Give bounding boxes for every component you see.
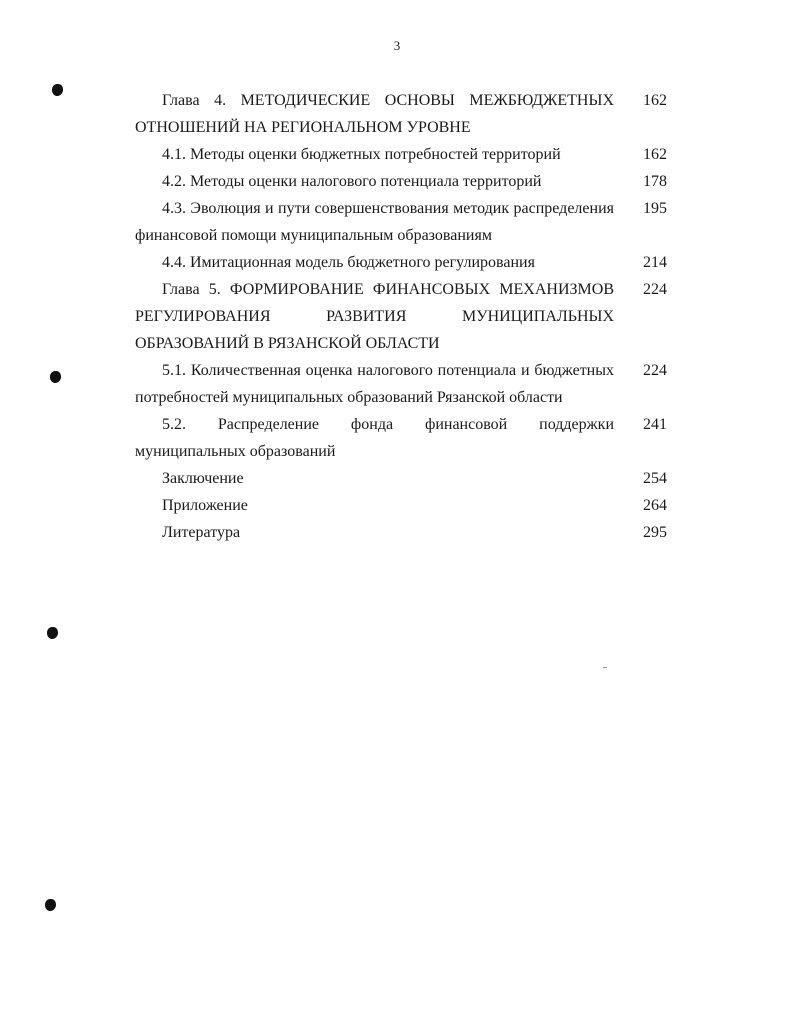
- toc-entry-text: Заключение: [162, 470, 244, 487]
- toc-entry-appendix[interactable]: [135, 492, 667, 519]
- toc-entry-text: Литература: [162, 524, 241, 541]
- page-number: 3: [393, 38, 401, 53]
- toc-entry-4-2[interactable]: [135, 168, 667, 195]
- toc-entry-text: 4.4. Имитационная модель бюджетного регулирования: [162, 254, 535, 271]
- binder-hole-1: [52, 84, 63, 96]
- toc-entry-page: 241: [643, 416, 667, 433]
- toc-entry-chapter-5[interactable]: [135, 276, 667, 357]
- binder-hole-4: [45, 899, 56, 911]
- toc-entry-text: Глава 4. МЕТОДИЧЕСКИЕ ОСНОВЫ МЕЖБЮДЖЕТНЫХ ОТНОШЕНИЙ НА РЕГИОНАЛЬНОМ УРОВНЕ: [135, 92, 614, 136]
- binder-hole-2: [50, 371, 61, 383]
- toc-entry-page: 214: [643, 254, 667, 271]
- toc-entry-literature[interactable]: [135, 519, 667, 546]
- toc-entry-page: 162: [643, 146, 667, 163]
- toc-entry-4-4[interactable]: [135, 249, 667, 276]
- toc-entry-5-2[interactable]: [135, 411, 667, 465]
- toc-entry-page: 254: [643, 470, 667, 487]
- toc-entry-page: 224: [643, 362, 667, 379]
- toc-entry-page: 264: [643, 497, 667, 514]
- binder-hole-3: [47, 627, 58, 639]
- toc-entry-conclusion[interactable]: [135, 465, 667, 492]
- toc-entry-page: 195: [643, 200, 667, 217]
- toc-entry-page: 295: [643, 524, 667, 541]
- toc-entry-text: Глава 5. ФОРМИРОВАНИЕ ФИНАНСОВЫХ МЕХАНИЗМОВ РЕГУЛИРОВАНИЯ РАЗВИТИЯ МУНИЦИПАЛЬНЫХ ОБРАЗОВАНИЙ В РЯЗАНСКОЙ ОБЛАСТИ: [135, 281, 614, 352]
- toc-entry-4-3[interactable]: [135, 195, 667, 249]
- toc-entry-page: 224: [643, 281, 667, 298]
- table-of-contents: [135, 87, 667, 546]
- toc-entry-4-1[interactable]: [135, 141, 667, 168]
- toc-entry-text: Приложение: [162, 497, 248, 514]
- toc-entry-chapter-4[interactable]: [135, 87, 667, 141]
- scan-speck: [603, 667, 607, 668]
- toc-entry-text: 5.2. Распределение фонда финансовой поддержки муниципальных образований: [135, 416, 614, 460]
- toc-entry-text: 4.3. Эволюция и пути совершенствования методик распределения финансовой помощи муниципальным образованиям: [135, 200, 614, 244]
- toc-entry-page: 162: [643, 92, 667, 109]
- toc-entry-text: 4.2. Методы оценки налогового потенциала территорий: [162, 173, 542, 190]
- toc-entry-5-1[interactable]: [135, 357, 667, 411]
- toc-entry-page: 178: [643, 173, 667, 190]
- toc-entry-text: 5.1. Количественная оценка налогового потенциала и бюджетных потребностей муниципальных образований Рязанской области: [135, 362, 614, 406]
- toc-entry-text: 4.1. Методы оценки бюджетных потребностей территорий: [162, 146, 561, 163]
